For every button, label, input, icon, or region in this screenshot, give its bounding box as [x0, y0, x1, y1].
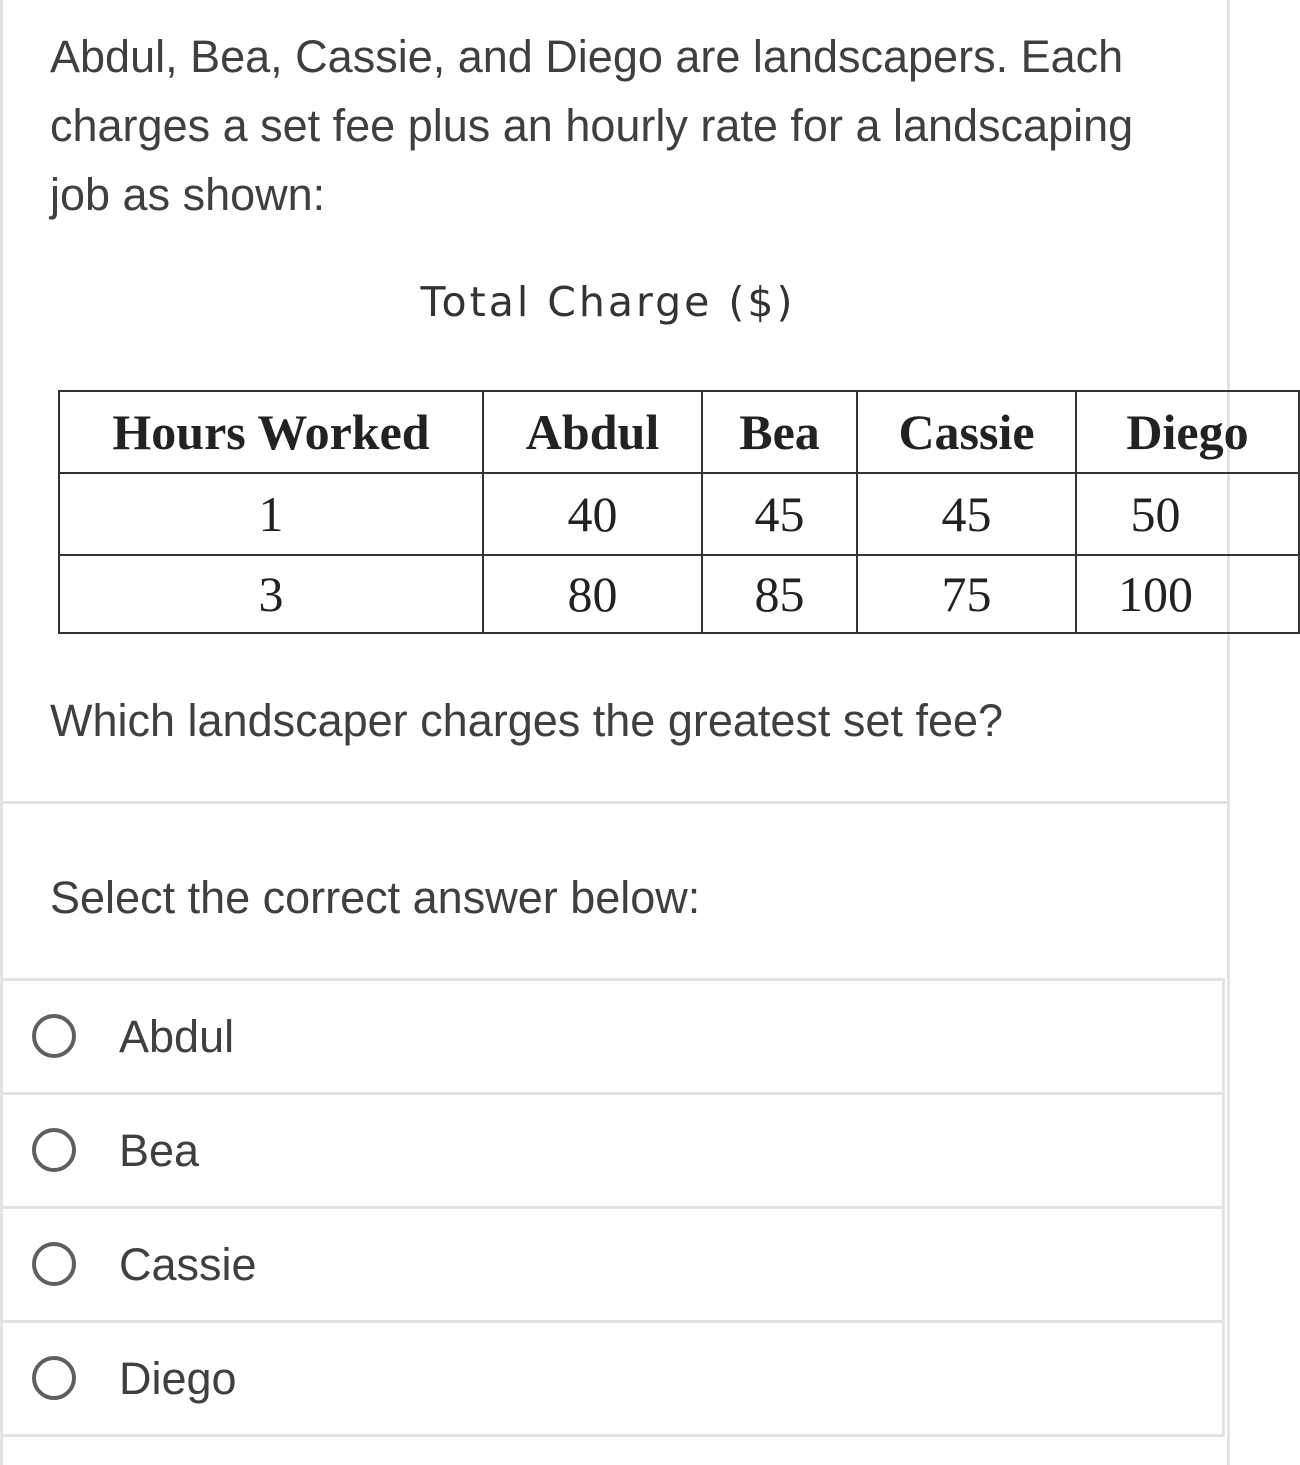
option-label: Cassie	[119, 1239, 257, 1290]
header-hours-worked: Hours Worked	[59, 391, 483, 473]
option-label: Bea	[119, 1125, 200, 1176]
option-abdul[interactable]	[3, 978, 1225, 1092]
radio-button-icon[interactable]	[32, 1356, 76, 1400]
table-cell: 85	[702, 555, 857, 633]
table-cell: 80	[483, 555, 702, 633]
option-diego[interactable]	[3, 1320, 1225, 1437]
table-header-row	[59, 391, 1299, 473]
option-bea[interactable]	[3, 1092, 1225, 1206]
table-cell: 1	[59, 473, 483, 555]
option-label: Abdul	[119, 1011, 235, 1062]
radio-button-icon[interactable]	[32, 1242, 76, 1286]
table-container	[58, 390, 1249, 640]
radio-button-icon[interactable]	[32, 1014, 76, 1058]
option-cassie[interactable]	[3, 1206, 1225, 1320]
table-cell: 45	[702, 473, 857, 555]
right-border	[1227, 0, 1230, 1465]
charge-table	[58, 390, 1300, 634]
header-abdul: Abdul	[483, 391, 702, 473]
option-label: Diego	[119, 1353, 237, 1404]
table-row	[59, 555, 1299, 633]
table-cell: 40	[483, 473, 702, 555]
table-row	[59, 473, 1299, 555]
table-cell: 45	[857, 473, 1076, 555]
radio-button-icon[interactable]	[32, 1128, 76, 1172]
table-cell: 75	[857, 555, 1076, 633]
answer-instruction: Select the correct answer below:	[50, 872, 701, 923]
table-caption: Total Charge ($)	[420, 278, 796, 326]
answer-options	[3, 978, 1225, 1437]
question-prompt: Which landscaper charges the greatest set fee?	[50, 695, 1004, 746]
table-cell: 100	[1076, 555, 1299, 633]
table-cell: 3	[59, 555, 483, 633]
header-bea: Bea	[702, 391, 857, 473]
header-cassie: Cassie	[857, 391, 1076, 473]
section-divider	[0, 801, 1230, 804]
question-text: Abdul, Bea, Cassie, and Diego are landscapers. Each charges a set fee plus an hourly rate for a landscaping job as shown:	[50, 31, 1134, 220]
table-cell: 50	[1076, 473, 1299, 555]
header-diego: Diego	[1076, 391, 1299, 473]
